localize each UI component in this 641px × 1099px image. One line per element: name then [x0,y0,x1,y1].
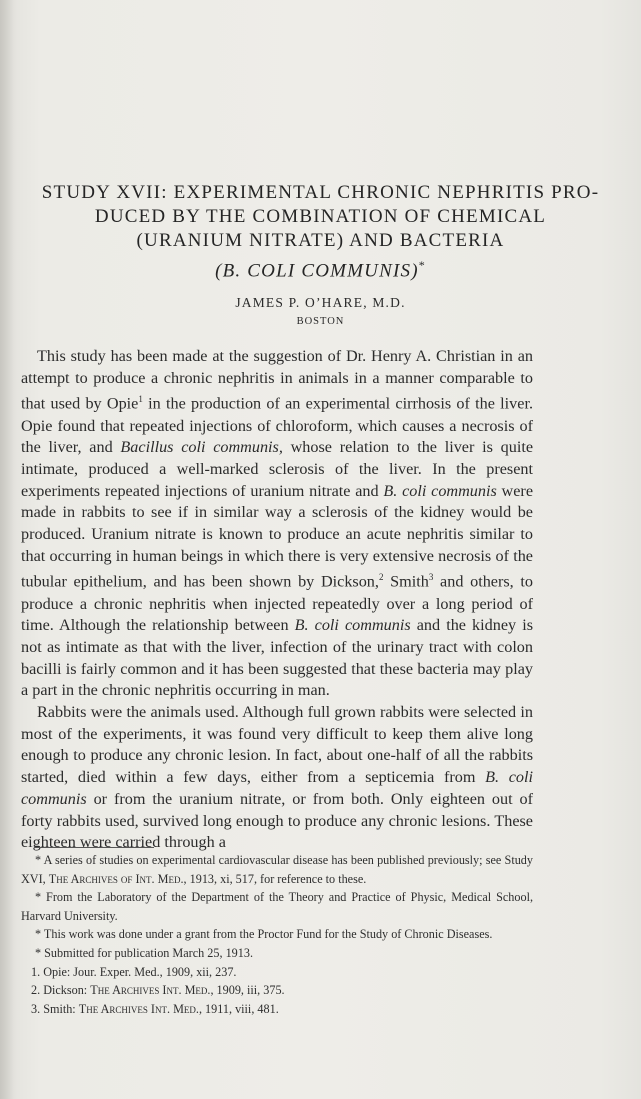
footnote-3: * This work was done under a grant from the Proctor Fund for the Study of Chronic Diseases. [35,927,493,942]
title-line-4 [0,253,641,283]
text-run: Smith [383,572,429,591]
body-text [21,346,533,854]
text-run: were made in rabbits to see if in similar way a sclerosis of the kidney would be produced. Uranium nitrate is known to produce an acute nephritis similar to that occurring in human beings in which there is very extensive necrosis of the tubular epithelium, and has been shown by Dickson, [21,481,533,591]
species-name: B. coli communis [294,616,411,635]
text-run: , 1911, viii, 481. [198,1001,279,1016]
text-run: in the production of an experimental cirrhosis of the liver. Opie found that repeated injections of chloroform, which causes a necrosis of the liver, and [21,394,533,457]
text-run: A series of studies on experimental cardiovascular disease has been published previously; see Study XVI, [21,853,533,886]
species-name: B. coli communis [383,481,497,500]
text-run: whose relation to the liver is quite intimate, produced a well-marked sclerosis of the liver. In the present experiments repeated injections of uranium nitrate and [21,438,534,500]
title-line-4-italic: (B. COLI COMMUNIS) [215,260,419,282]
text-run: or from the uranium nitrate, or from both. Only eighteen out of forty rabbits used, survived long enough to produce any chronic lesions. These eighteen were carried through a [21,789,533,852]
margin-stain [0,0,14,1099]
title-line-1: STUDY XVII: EXPERIMENTAL CHRONIC NEPHRITIS PRO- [41,182,600,203]
title-line-3: (URANIUM NITRATE) AND BACTERIA [136,230,505,251]
journal-name: The Archives Int. Med. [90,983,211,998]
footnote-divider [34,847,154,848]
text-run: and others, to produce a chronic nephritis when injected repeatedly over a long period of time. Although the relationship between [21,572,533,635]
journal-name: The Archives Int. Med. [78,1001,199,1016]
author-name: JAMES P. O’HARE, M.D. [235,295,406,310]
footnote-1 [21,851,533,888]
footnotes [21,851,533,1018]
text-run: Rabbits were the animals used. Although full grown rabbits were selected in most of the experiments, it was found very difficult to keep them alive long enough to produce any chronic lesion. In fact, about one-half of all the rabbits started, died within a few days, either from a septicemia from [21,703,533,787]
journal-name: The Archives of Int. Med. [48,871,184,886]
ref-mark: 2 [378,572,384,583]
ref-mark: 3 [428,572,434,583]
title-line-2: DUCED BY THE COMBINATION OF CHEMICAL [94,206,547,227]
text-run: , 1909, iii, 375. [210,983,285,998]
text-run: This study has been made at the suggestion of Dr. Henry A. Christian in an attempt to produce a chronic nephritis in animals in a manner comparable to that used by Opie [21,347,533,413]
text-run: and the kidney is not as intimate as that with the liver, infection of the urinary tract with colon bacilli is fairly common and it has been suggested that these bacteria may play a part in the chronic nephritis occurring in man. [21,616,533,700]
paragraph-2 [21,702,533,854]
species-name: Bacillus coli communis, [120,438,283,457]
footnote-mark: * [35,853,42,867]
footnote-4: * Submitted for publication March 25, 1913. [35,945,253,960]
footnote-2: * From the Laboratory of the Department of the Theory and Practice of Physic, Medical School, Harvard University. [21,890,533,923]
article-title [0,181,641,283]
title-footnote-mark: * [418,258,426,272]
author-affiliation: BOSTON [296,316,345,327]
text-run: , 1913, xi, 517, for reference to these. [183,871,367,886]
reference-1: 1. Opie: Jour. Exper. Med., 1909, xii, 237. [31,964,237,979]
paragraph-1 [21,346,533,702]
reference-2 [21,981,533,1000]
species-name: B. coli communis [21,768,533,808]
text-run: 2. Dickson: [31,983,91,998]
text-run: 3. Smith: [31,1001,79,1016]
reference-3 [21,1000,533,1019]
ref-mark: 1 [138,394,143,405]
